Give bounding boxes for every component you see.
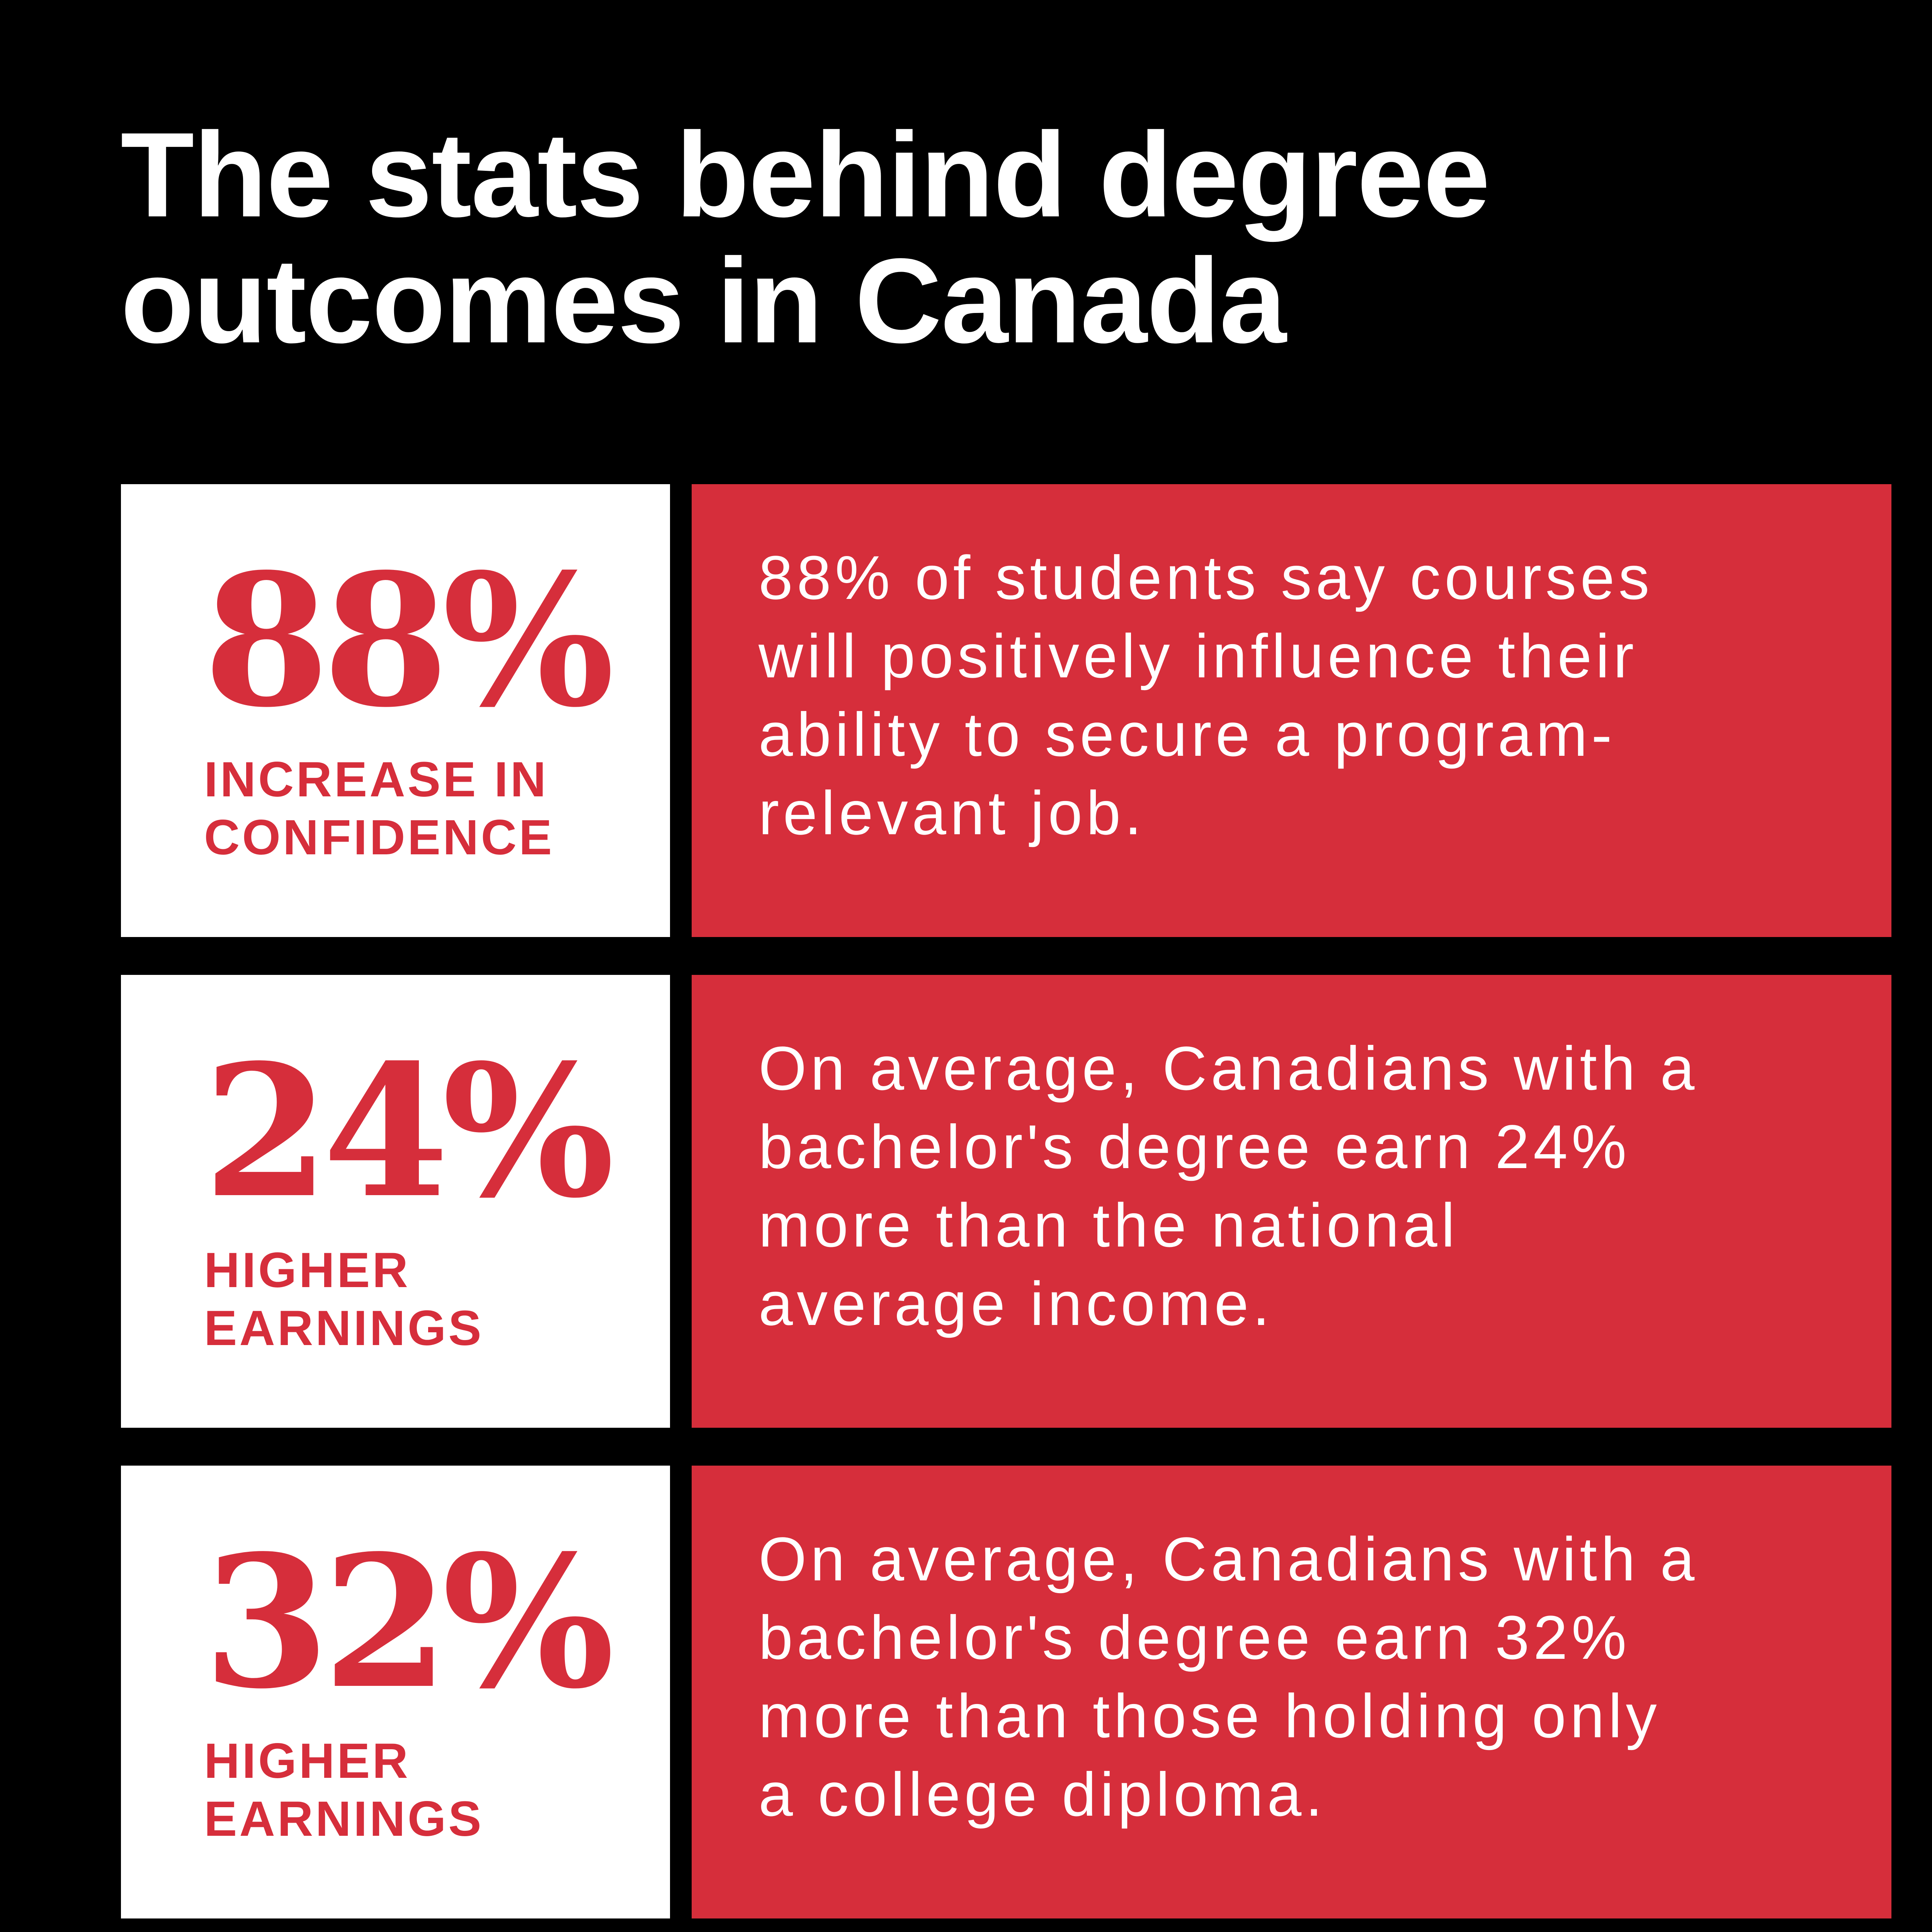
stat-row (121, 484, 1891, 937)
stat-description-line: more than the national (759, 1190, 1459, 1260)
stat-description-line: more than those holding only (759, 1681, 1661, 1750)
stat-label-line: HIGHER (204, 1243, 410, 1298)
stat-description-card (692, 975, 1891, 1428)
stat-label (204, 1242, 484, 1357)
stat-label-line: HIGHER (204, 1733, 410, 1789)
stat-card (121, 1466, 670, 1918)
stat-label (204, 751, 554, 867)
page-title-line: The stats behind degree (121, 108, 1490, 242)
stat-description-line: On average, Canadians with a (759, 1524, 1699, 1594)
stat-description-card (692, 1466, 1891, 1918)
stat-row (121, 975, 1891, 1428)
stat-description (759, 1029, 1698, 1343)
stat-description-line: will positively influence their (759, 621, 1638, 690)
stat-card (121, 484, 670, 937)
stat-description-line: a college diploma. (759, 1760, 1327, 1829)
stat-description-line: bachelor's degree earn 24% (759, 1112, 1631, 1181)
stat-label-line: EARNINGS (204, 1791, 484, 1847)
stat-description-line: 88% of students say courses (759, 543, 1653, 612)
stat-description-card (692, 484, 1891, 937)
stat-description-line: bachelor's degree earn 32% (759, 1603, 1631, 1672)
stat-row (121, 1466, 1891, 1918)
stat-description-line: relevant job. (759, 778, 1146, 847)
page-title-line: outcomes in Canada (121, 234, 1286, 368)
stat-label-line: EARNINGS (204, 1301, 484, 1356)
stat-description (759, 538, 1653, 852)
stat-label-line: CONFIDENCE (204, 810, 554, 865)
stat-description-line: On average, Canadians with a (759, 1034, 1699, 1103)
stat-value: 32% (203, 1515, 608, 1729)
stat-value: 24% (203, 1025, 608, 1238)
stat-label-line: INCREASE IN (204, 752, 548, 807)
stat-description (759, 1520, 1698, 1833)
stat-description-line: ability to secure a program- (759, 700, 1616, 769)
stat-description-line: average income. (759, 1269, 1274, 1338)
stat-card (121, 975, 670, 1428)
page-title (121, 108, 1898, 368)
stat-value: 88% (203, 534, 608, 747)
stat-label (204, 1732, 484, 1848)
